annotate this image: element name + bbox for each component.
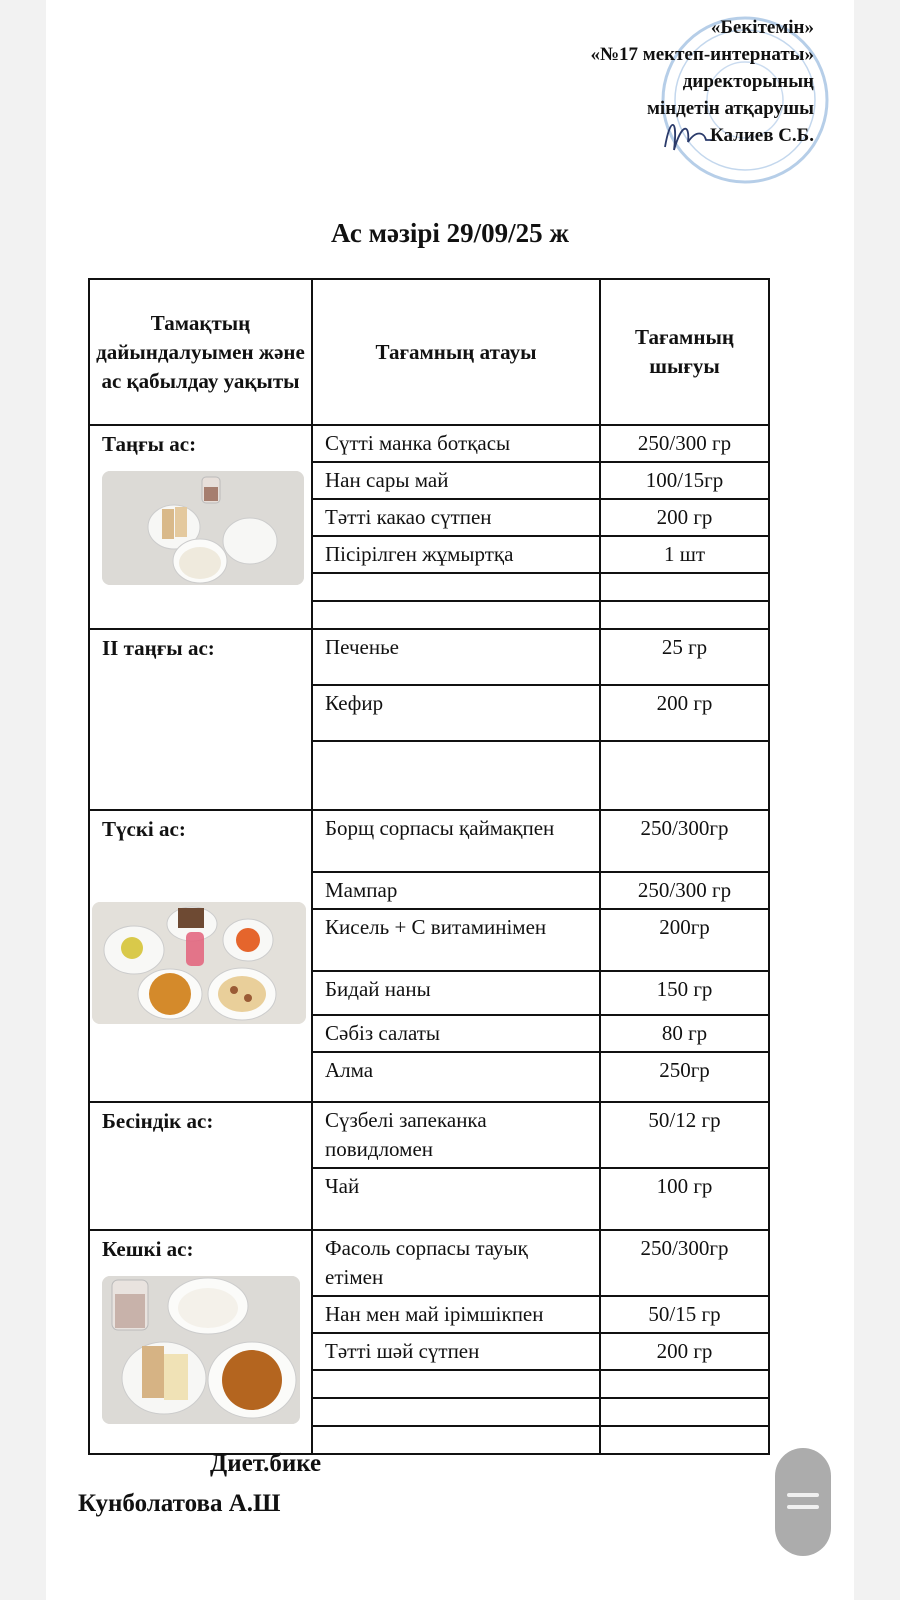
meal-label: Таңғы ас:: [102, 432, 197, 456]
dish-name: Чай: [312, 1168, 600, 1230]
dish-amount: 250гр: [600, 1052, 769, 1102]
empty-cell: [312, 1426, 600, 1454]
header-dish-name: Тағамның атауы: [312, 279, 600, 425]
dish-amount: 250/300гр: [600, 1230, 769, 1296]
dish-name: Кефир: [312, 685, 600, 741]
dish-name: Бидай наны: [312, 971, 600, 1015]
approval-block: [590, 14, 814, 149]
menu-table: [88, 278, 770, 1455]
approval-line: «№17 мектеп-интернаты»: [590, 44, 814, 65]
dish-amount: 200 гр: [600, 499, 769, 536]
dish-name: Борщ сорпасы қаймақпен: [312, 810, 600, 872]
meal-label: II таңғы ас:: [102, 636, 215, 660]
dinner-food-photo: [102, 1276, 300, 1424]
dish-amount: 250/300 гр: [600, 425, 769, 462]
meal-label: Кешкі ас:: [102, 1237, 194, 1261]
header-row: [89, 279, 769, 425]
menu-title: Ас мәзірі 29/09/25 ж: [331, 218, 569, 248]
dish-amount: 200гр: [600, 909, 769, 971]
dish-amount: 1 шт: [600, 536, 769, 573]
dish-amount: 250/300 гр: [600, 872, 769, 909]
breakfast-food-photo: [102, 471, 304, 585]
meal-label: Бесіндік ас:: [102, 1109, 214, 1133]
dish-amount: 50/15 гр: [600, 1296, 769, 1333]
empty-cell: [312, 1370, 600, 1398]
dish-amount: 150 гр: [600, 971, 769, 1015]
header-portion: Тағамның шығуы: [600, 279, 769, 425]
dish-amount: 100/15гр: [600, 462, 769, 499]
empty-cell: [600, 1370, 769, 1398]
grip-line-icon: [787, 1493, 819, 1497]
dish-name: Алма: [312, 1052, 600, 1102]
meal-cell-lunch: [89, 810, 312, 1102]
meal-cell-second-breakfast: [89, 629, 312, 810]
table-row: [89, 810, 769, 872]
grip-line-icon: [787, 1505, 819, 1509]
approval-line: «Бекітемін»: [710, 17, 814, 38]
dish-amount: 50/12 гр: [600, 1102, 769, 1168]
empty-cell: [312, 741, 600, 810]
empty-cell: [312, 601, 600, 629]
dish-name: Тәтті шәй сүтпен: [312, 1333, 600, 1370]
meal-label: Түскі ас:: [102, 817, 186, 841]
dish-amount: 250/300гр: [600, 810, 769, 872]
dish-name: Фасоль сорпасы тауық етімен: [312, 1230, 600, 1296]
dish-amount: 200 гр: [600, 1333, 769, 1370]
meal-cell-breakfast: [89, 425, 312, 629]
table-row: [89, 1102, 769, 1168]
dish-amount: 80 гр: [600, 1015, 769, 1052]
dish-name: Сүтті манка ботқасы: [312, 425, 600, 462]
meal-cell-afternoon: [89, 1102, 312, 1230]
dish-amount: 200 гр: [600, 685, 769, 741]
dish-name: Пісірілген жұмыртқа: [312, 536, 600, 573]
dish-amount: 100 гр: [600, 1168, 769, 1230]
lunch-food-photo: [92, 902, 306, 1024]
approval-line: директорының: [682, 71, 814, 92]
empty-cell: [600, 1398, 769, 1426]
dish-name: Сәбіз салаты: [312, 1015, 600, 1052]
empty-cell: [600, 741, 769, 810]
dish-name: Печенье: [312, 629, 600, 685]
dish-name: Мампар: [312, 872, 600, 909]
empty-cell: [600, 573, 769, 601]
dish-amount: 25 гр: [600, 629, 769, 685]
dish-name: Нан сары май: [312, 462, 600, 499]
empty-cell: [600, 1426, 769, 1454]
table-row: [89, 425, 769, 462]
dish-name: Нан мен май ірімшікпен: [312, 1296, 600, 1333]
signature-role: Диет.бике: [210, 1450, 322, 1477]
header-meal-time: Тамақтың дайындалуымен және ас қабылдау уақыты: [89, 279, 312, 425]
approval-signer: Калиев С.Б.: [709, 125, 814, 146]
dish-name: Сүзбелі запеканка повидломен: [312, 1102, 600, 1168]
table-row: [89, 629, 769, 685]
empty-cell: [312, 573, 600, 601]
empty-cell: [600, 601, 769, 629]
meal-cell-dinner: [89, 1230, 312, 1454]
empty-cell: [312, 1398, 600, 1426]
dish-name: Кисель + С витаминімен: [312, 909, 600, 971]
dish-name: Тәтті какао сүтпен: [312, 499, 600, 536]
scroll-handle[interactable]: [775, 1448, 831, 1556]
table-row: [89, 1230, 769, 1296]
signature-name: Кунболатова А.Ш: [78, 1490, 281, 1517]
approval-line: міндетін атқарушы: [646, 98, 814, 119]
